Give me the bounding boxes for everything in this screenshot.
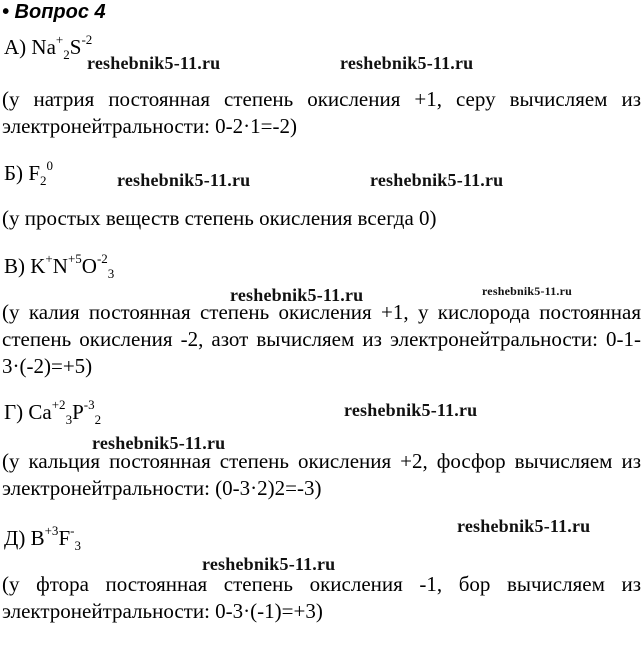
formula-c bbox=[4, 253, 114, 279]
watermark: reshebnik5-11.ru bbox=[457, 516, 591, 536]
explanation-d: (у кальция постоянная степень окисления +2, фосфор вычисляем из электронейтральности: (0-3·2)2=-3) bbox=[2, 449, 641, 500]
element-symbol: O bbox=[81, 254, 97, 278]
watermark: reshebnik5-11.ru bbox=[87, 53, 221, 73]
item-letter: Г) bbox=[4, 400, 29, 424]
watermark: reshebnik5-11.ru bbox=[370, 170, 504, 190]
oxidation-state: 0 bbox=[46, 158, 53, 173]
element-symbol: Na bbox=[31, 35, 56, 59]
item-letter: Б) bbox=[4, 161, 29, 185]
atom-count: 2 bbox=[40, 173, 47, 188]
element-symbol: S bbox=[69, 35, 82, 59]
element-symbol: N bbox=[52, 254, 68, 278]
item-letter: А) bbox=[4, 35, 32, 59]
element-symbol: F bbox=[28, 161, 40, 185]
element-symbol: F bbox=[58, 526, 71, 550]
atom-count: 2 bbox=[94, 412, 102, 427]
explanation-a: (у натрия постоянная степень окисления +1, серу вычисляем из электронейтральности: 0-2·1=-2) bbox=[2, 87, 641, 138]
item-letter: В) bbox=[4, 254, 31, 278]
oxidation-state: - bbox=[70, 523, 75, 538]
watermark: reshebnik5-11.ru bbox=[482, 284, 572, 298]
question-heading: • Вопрос 4 bbox=[2, 1, 106, 23]
explanation-b: (у простых веществ степень окисления всегда 0) bbox=[2, 206, 437, 230]
watermark: reshebnik5-11.ru bbox=[117, 170, 251, 190]
watermark: reshebnik5-11.ru bbox=[230, 285, 364, 305]
atom-count: 3 bbox=[65, 412, 73, 427]
oxidation-state: -3 bbox=[83, 397, 95, 412]
oxidation-state: + bbox=[45, 251, 53, 266]
formula-b bbox=[4, 160, 53, 186]
explanation-e: (у фтора постоянная степень окисления -1, бор вычисляем из электронейтральности: 0-3·(-1)=+3) bbox=[2, 572, 641, 623]
element-symbol: B bbox=[30, 526, 45, 550]
atom-count: 3 bbox=[107, 266, 115, 281]
formula-e bbox=[4, 525, 81, 551]
atom-count: 3 bbox=[74, 538, 81, 553]
watermark: reshebnik5-11.ru bbox=[202, 554, 336, 574]
formula-d bbox=[4, 399, 101, 425]
oxidation-state: +3 bbox=[44, 523, 59, 538]
oxidation-state: -2 bbox=[96, 251, 108, 266]
watermark: reshebnik5-11.ru bbox=[92, 433, 226, 453]
oxidation-state: -2 bbox=[81, 32, 93, 47]
explanation-c: (у калия постоянная степень окисления +1, у кислорода постоянная степень окисления -2, азот вычисляем из электронейтральности: 0-1-3·(-2)=+5) bbox=[2, 300, 641, 378]
oxidation-state: +5 bbox=[67, 251, 82, 266]
formula-a bbox=[4, 34, 92, 60]
item-letter: Д) bbox=[4, 526, 31, 550]
oxidation-state: + bbox=[55, 32, 64, 47]
watermark: reshebnik5-11.ru bbox=[344, 400, 478, 420]
oxidation-state: +2 bbox=[51, 397, 66, 412]
element-symbol: Ca bbox=[28, 400, 52, 424]
atom-count: 2 bbox=[63, 47, 70, 62]
element-symbol: P bbox=[72, 400, 84, 424]
watermark: reshebnik5-11.ru bbox=[340, 53, 474, 73]
element-symbol: K bbox=[30, 254, 46, 278]
